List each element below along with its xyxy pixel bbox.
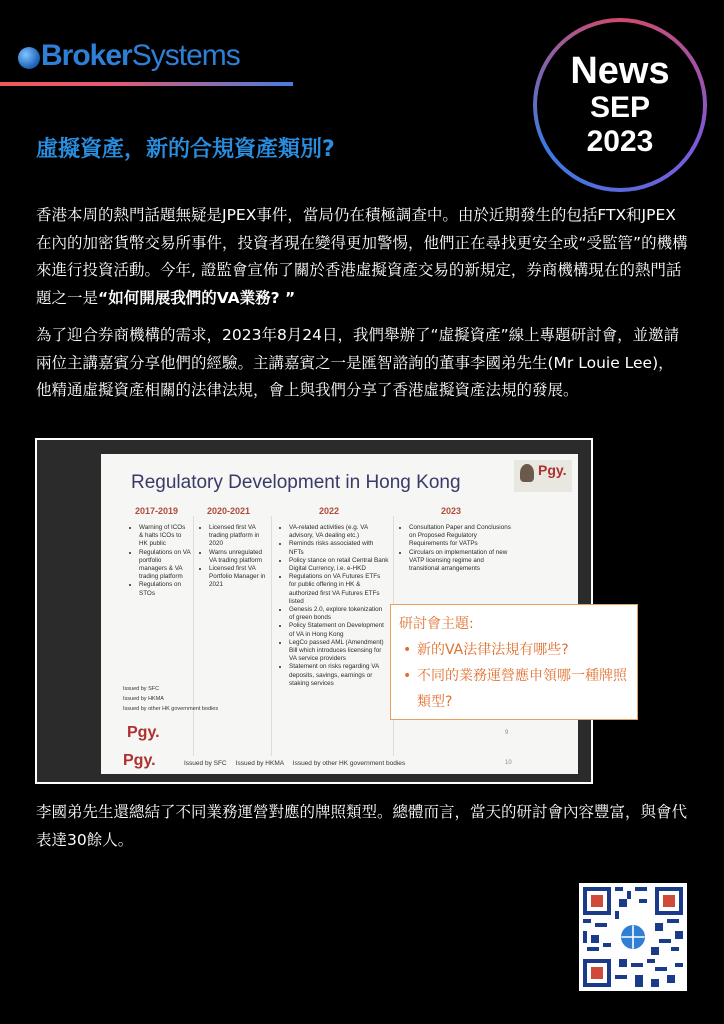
bottom-legend-sfc: Issued by SFC xyxy=(184,760,227,767)
col2-item: • Licensed first VA Portfolio Manager in 2021 xyxy=(209,565,269,590)
year-label-1: 2017-2019 xyxy=(135,506,179,516)
col2-item: • Warns unregulated VA trading platform xyxy=(209,549,269,565)
legend-other: Issued by other HK government bodies xyxy=(123,706,219,712)
logo-systems-text: Systems xyxy=(131,39,240,72)
col3-item: • Policy stance on retail Central Bank Digital Currency, i.e. e-HKD xyxy=(289,557,389,573)
slide-brand-outer: Pgy. xyxy=(123,752,156,769)
badge-year: 2023 xyxy=(586,125,654,158)
callout-item: • 不同的業務運營應申領哪一種牌照類型? xyxy=(417,663,629,715)
speaker-video xyxy=(514,460,572,492)
callout-heading: 研討會主題: xyxy=(399,616,474,632)
col3-item: • Policy Statement on Development of VA in Hong Kong xyxy=(289,622,389,638)
badge-news: News xyxy=(570,50,670,92)
col2-item: • Licensed first VA trading platform in 2020 xyxy=(209,524,269,549)
badge-month: SEP xyxy=(589,91,651,124)
article-title: 虛擬資產，新的合規資產類別? xyxy=(36,137,335,162)
col-2020 xyxy=(201,524,269,590)
col4-item: • Consultation Paper and Conclusions on Proposed Regulatory Requirements for VATPs xyxy=(409,524,511,549)
legend-sfc: Issued by SFC xyxy=(123,686,160,692)
col-2023 xyxy=(401,524,511,573)
paragraph-1-text: 香港本周的熱門話題無疑是JPEX事件，當局仍在積極調查中。由於近期發生的包括FTX和JPEX在內的加密貨幣交易所事件，投資者現在變得更加警惕，他們正在尋找更安全或“受監管”的機構來進行投資活動。今年, 證監會宣佈了關於香港虛擬資產交易的新規定，券商機構現在的熱門話題之一是 xyxy=(36,206,688,307)
header-divider xyxy=(0,82,293,86)
year-label-4: 2023 xyxy=(441,506,462,516)
paragraph-1 xyxy=(36,202,688,312)
callout-item: • 新的VA法律法規有哪些? xyxy=(417,637,629,663)
slide-brand-inner: Pgy. xyxy=(127,724,160,741)
col1-item: • Regulations on STOs xyxy=(139,581,191,597)
globe-icon xyxy=(18,47,40,69)
camera-brand: Pgy. xyxy=(538,462,567,478)
paragraph-1-bold: “如何開展我們的VA業務? ” xyxy=(98,288,296,307)
legend-hkma: Issued by HKMA xyxy=(123,696,164,702)
bottom-legend-other: Issued by other HK government bodies xyxy=(292,760,406,767)
col-2022 xyxy=(281,524,389,688)
col4-item: • Circulars on implementation of new VATP licensing regime and transitional arrangements xyxy=(409,549,511,574)
col3-item: • Regulations on VA Futures ETFs for public offering in HK & authorized first VA Futures ETFs listed xyxy=(289,573,389,606)
col3-item: • VA-related activities (e.g. VA advisory, VA dealing etc.) xyxy=(289,524,389,540)
paragraph-3: 李國弟先生還總結了不同業務運營對應的牌照類型。總體而言，當天的研討會內容豐富，與會代表達30餘人。 xyxy=(36,803,688,849)
col3-item: • Reminds risks associated with NFTs xyxy=(289,540,389,556)
year-label-3: 2022 xyxy=(319,506,340,516)
speaker-icon xyxy=(520,464,534,482)
col1-item: • Regulations on VA portfolio managers & VA trading platform xyxy=(139,549,191,582)
col-2017 xyxy=(131,524,191,598)
seminar-topics-callout xyxy=(390,604,638,720)
col3-item: • Statement on risks regarding VA deposits, savings, earnings or staking services xyxy=(289,663,389,688)
page-number-outer: 10 xyxy=(505,760,512,766)
qr-code-icon[interactable] xyxy=(579,883,687,991)
bottom-legend-hkma: Issued by HKMA xyxy=(235,760,284,767)
bottom-legend xyxy=(184,760,405,767)
page-number-inner: 9 xyxy=(505,730,509,736)
year-label-2: 2020-2021 xyxy=(207,506,251,516)
news-badge xyxy=(533,18,707,192)
col3-item: • LegCo passed AML (Amendment) Bill which introduces licensing for VA service providers xyxy=(289,639,389,664)
col1-item: • Warning of ICOs & halts ICOs to HK public xyxy=(139,524,191,549)
slide-title: Regulatory Development in Hong Kong xyxy=(131,472,461,493)
col3-item: • Genesis 2.0, explore tokenization of green bonds xyxy=(289,606,389,622)
paragraph-2: 為了迎合券商機構的需求，2023年8月24日，我們舉辦了“虛擬資產”線上專題研討會，並邀請兩位主講嘉賓分享他們的經驗。主講嘉賓之一是匯智諮詢的董事李國弟先生(Mr Louie Lee)，他精通虛擬資產相關的法律法規，會上與我們分享了香港虛擬資產法規的發展。 xyxy=(36,326,680,399)
logo-broker-text: Broker xyxy=(41,39,132,72)
brokersystems-logo xyxy=(18,36,240,76)
